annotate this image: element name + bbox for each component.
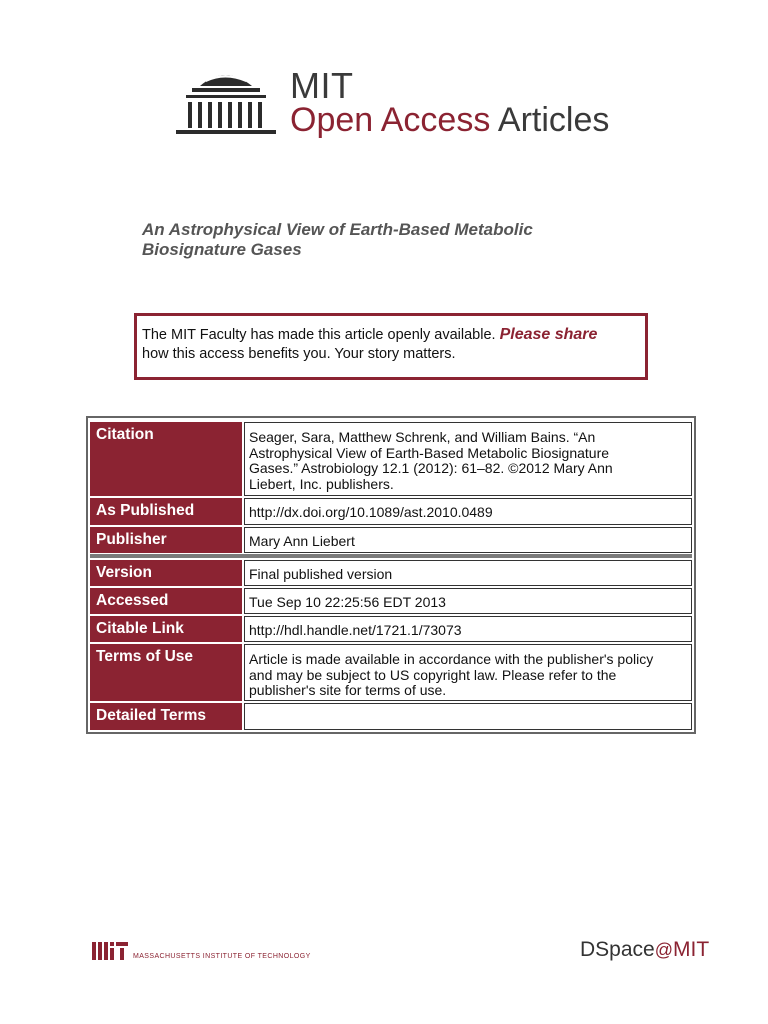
- metadata-row-as-published: [90, 498, 692, 525]
- share-notice-box: [134, 313, 648, 380]
- article-title-line-2: Biosignature Gases: [142, 240, 302, 259]
- metadata-label: Citation: [90, 422, 242, 496]
- detailed-terms-value: [244, 703, 692, 730]
- handle-link[interactable]: http://hdl.handle.net/1721.1/73073: [244, 616, 692, 642]
- logo-mit-text: MIT: [290, 65, 354, 106]
- share-notice-line-2: how this access benefits you. Your story matters.: [142, 346, 456, 362]
- metadata-label: Publisher: [90, 527, 242, 553]
- citation-line: Astrophysical View of Earth-Based Metabolic Biosignature: [249, 444, 610, 461]
- metadata-row-detailed-terms: [90, 703, 692, 730]
- metadata-label: Detailed Terms: [90, 703, 242, 730]
- mit-institute-name: MASSACHUSETTS INSTITUTE OF TECHNOLOGY: [133, 953, 311, 960]
- doi-link[interactable]: http://dx.doi.org/10.1089/ast.2010.0489: [244, 498, 692, 525]
- section-divider: [90, 554, 692, 558]
- logo-open-access-text: Open Access: [290, 101, 491, 139]
- terms-line: and may be subject to US copyright law. Please refer to the: [249, 666, 617, 683]
- publisher-value: Mary Ann Liebert: [244, 527, 692, 553]
- article-title: [142, 220, 602, 260]
- metadata-value-citation: [244, 422, 692, 496]
- dspace-at: @: [654, 940, 673, 960]
- terms-line: publisher's site for terms of use.: [249, 682, 447, 698]
- metadata-label: Terms of Use: [90, 644, 242, 701]
- please-share-link[interactable]: Please share: [499, 326, 598, 343]
- citation-line: Gases.” Astrobiology 12.1 (2012): 61–82. ©2012 Mary Ann: [249, 460, 613, 476]
- metadata-row-citation: [90, 422, 692, 496]
- dspace-mit-text: MIT: [673, 938, 710, 961]
- metadata-table: [86, 416, 696, 734]
- dspace-mit-logo: [580, 938, 709, 962]
- metadata-row-version: [90, 560, 692, 586]
- citation-line: Seager, Sara, Matthew Schrenk, and William Bains. “An: [249, 429, 596, 445]
- metadata-row-citable-link: [90, 616, 692, 642]
- logo-open-access-articles: [290, 100, 609, 140]
- mit-dome-icon: [172, 64, 278, 140]
- metadata-label: Citable Link: [90, 616, 242, 642]
- terms-of-use-value: [244, 644, 692, 701]
- footer-mit-logo: [92, 940, 312, 964]
- metadata-row-publisher: [90, 527, 692, 553]
- dspace-text: DSpace: [580, 938, 655, 961]
- metadata-label: As Published: [90, 498, 242, 525]
- mit-logo-icon: [92, 940, 130, 962]
- mit-open-access-logo: [172, 64, 612, 144]
- logo-articles-text: Articles: [497, 101, 610, 139]
- share-notice-text: The MIT Faculty has made this article openly available.: [142, 327, 496, 343]
- article-title-line-1: An Astrophysical View of Earth-Based Metabolic: [142, 220, 533, 239]
- terms-line: Article is made available in accordance with the publisher's policy: [249, 651, 654, 667]
- metadata-label: Version: [90, 560, 242, 586]
- accessed-value: Tue Sep 10 22:25:56 EDT 2013: [244, 588, 692, 614]
- version-value: Final published version: [244, 560, 692, 586]
- metadata-label: Accessed: [90, 588, 242, 614]
- share-notice-line-1: [142, 326, 597, 344]
- citation-line: Liebert, Inc. publishers.: [249, 475, 394, 492]
- metadata-row-terms-of-use: [90, 644, 692, 701]
- metadata-row-accessed: [90, 588, 692, 614]
